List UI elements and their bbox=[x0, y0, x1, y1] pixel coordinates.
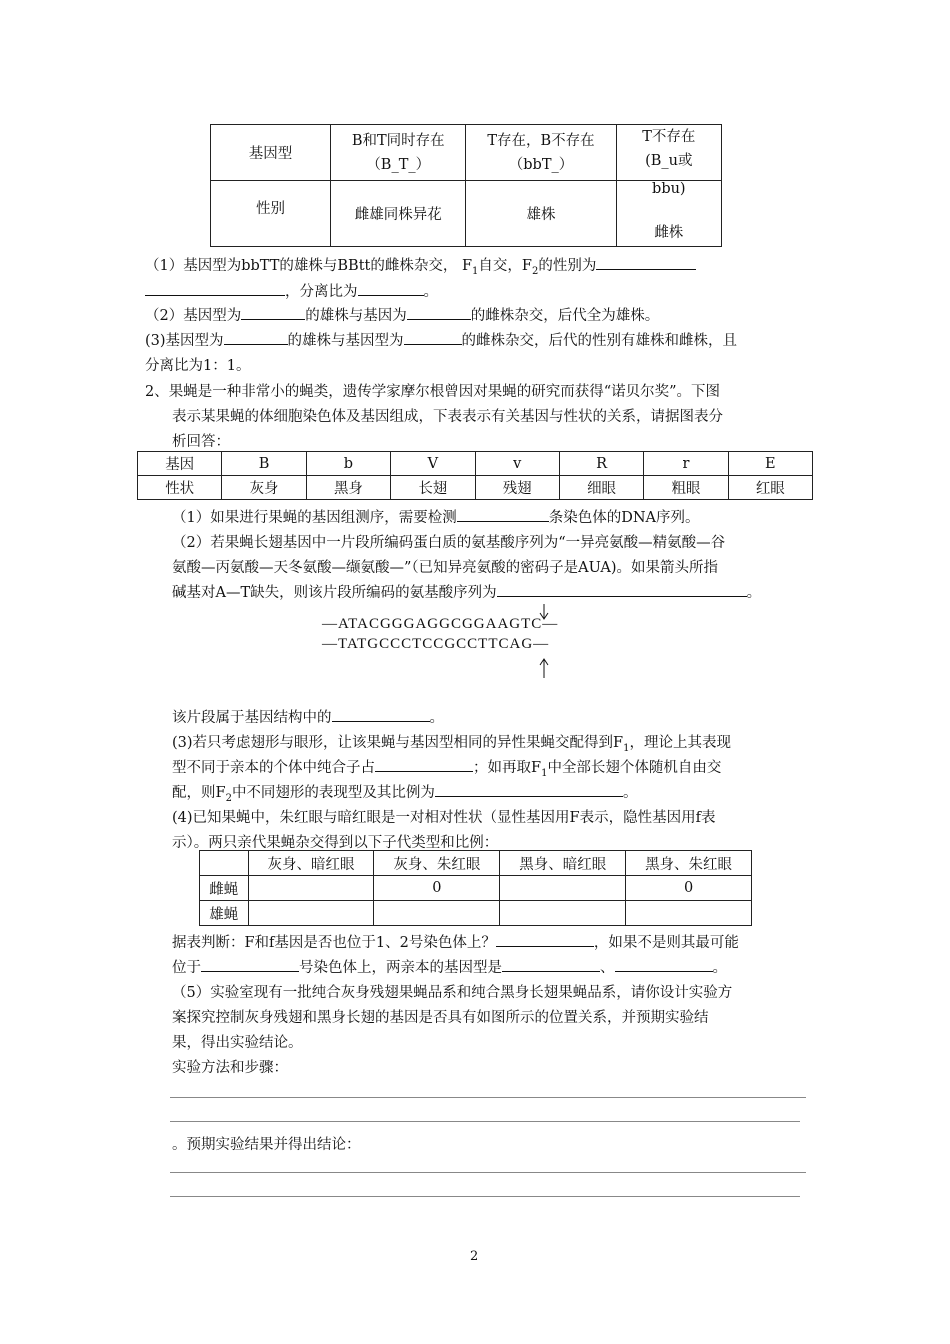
gene-cell-5: R bbox=[559, 452, 643, 476]
cell-nt-sub2: bbu) bbox=[652, 180, 686, 197]
s2-line2: 氨酸—丙氨酸—天冬氨酸—缬氨酸—”（已知异亮氨酸的密码子是AUA)。如果箭头所指 bbox=[172, 560, 719, 576]
cell-bt-label: B和T同时存在 bbox=[351, 132, 445, 149]
s4-line4 bbox=[172, 956, 727, 977]
gene-cell-3: V bbox=[391, 452, 475, 476]
s2-end: 。 bbox=[746, 585, 762, 601]
s3-line2: 型不同于亲本的个体中纯合子占 ；如再取$F_1$中全部长翅个体随机自由交 bbox=[172, 756, 721, 779]
q3-text-c: 的雌株杂交，后代的性别有雄株和雌株，且 bbox=[461, 333, 738, 349]
q2-blank-2[interactable] bbox=[407, 305, 471, 320]
cell-nt-header bbox=[616, 125, 721, 181]
dna-arrow-up-icon bbox=[538, 658, 550, 678]
s4-text-b: ，如果不是则其最可能 bbox=[593, 935, 739, 951]
gene-row bbox=[138, 452, 813, 476]
q2-line bbox=[145, 304, 659, 325]
male-label: 雄蝇 bbox=[200, 901, 249, 926]
gene-trait-table bbox=[137, 451, 813, 500]
q1-blank-1[interactable] bbox=[596, 255, 696, 270]
s3-end: 。 bbox=[622, 785, 638, 801]
trait-cell-6: 粗眼 bbox=[644, 476, 728, 500]
cell-genotype-header: 基因型 bbox=[211, 125, 331, 181]
cell-t-header bbox=[466, 125, 616, 181]
q1-blank-3[interactable] bbox=[358, 281, 424, 296]
answer-line-4[interactable] bbox=[170, 1196, 800, 1197]
s4-text-c: 位于 bbox=[172, 960, 201, 976]
gene-cell-0: 基因 bbox=[138, 452, 222, 476]
trait-cell-5: 细眼 bbox=[559, 476, 643, 500]
s2-line4 bbox=[172, 706, 444, 727]
s4-blank-3[interactable] bbox=[502, 957, 600, 972]
offspring-male-row bbox=[200, 901, 752, 926]
q1-text-c: 的性别为 bbox=[538, 258, 597, 274]
s4-line3 bbox=[172, 931, 739, 952]
offspring-female-row bbox=[200, 876, 752, 901]
dna-strand-bottom: —TATGCCCTCCGCCTTCAG— bbox=[322, 636, 550, 652]
offspring-header-1: 灰身、暗红眼 bbox=[248, 851, 374, 876]
p2-line2: 表示某果蝇的体细胞染色体及基因组成，下表表示有关基因与性状的关系，请据图表分 bbox=[172, 409, 723, 425]
s4-end: 。 bbox=[712, 960, 727, 976]
gene-cell-7: E bbox=[728, 452, 812, 476]
s3-text-e: 中全部长翅个体随机自由交 bbox=[547, 760, 722, 776]
q2-blank-1[interactable] bbox=[241, 305, 305, 320]
s4-text-d: 号染色体上，两亲本的基因型是 bbox=[299, 960, 502, 976]
answer-line-3[interactable] bbox=[170, 1172, 806, 1173]
gene-cell-4: v bbox=[475, 452, 559, 476]
female-cell-1 bbox=[248, 876, 374, 901]
male-cell-1 bbox=[248, 901, 374, 926]
q3-line1 bbox=[145, 329, 737, 350]
trait-cell-0: 性状 bbox=[138, 476, 222, 500]
q1-line2 bbox=[145, 280, 438, 301]
s3-blank-1[interactable] bbox=[375, 757, 473, 772]
female-cell-4: 0 bbox=[626, 876, 752, 901]
male-cell-3 bbox=[500, 901, 626, 926]
answer-line-1[interactable] bbox=[170, 1097, 806, 1098]
trait-cell-4: 残翅 bbox=[475, 476, 559, 500]
page-number: 2 bbox=[470, 1249, 479, 1264]
cell-bt-header bbox=[331, 125, 466, 181]
p2-line1: 2、果蝇是一种非常小的蝇类，遗传学家摩尔根曾因对果蝇的研究而获得“诺贝尔奖”。下图 bbox=[145, 384, 721, 400]
s4-line2: 示）。两只亲代果蝇杂交得到以下子代类型和比例： bbox=[172, 835, 499, 851]
offspring-header-row bbox=[200, 851, 752, 876]
q3-blank-2[interactable] bbox=[404, 330, 462, 345]
q3-text-b: 的雄株与基因型为 bbox=[287, 333, 404, 349]
s4-blank-4[interactable] bbox=[615, 957, 713, 972]
female-cell-3 bbox=[500, 876, 626, 901]
q2-text-b: 的雄株与基因为 bbox=[305, 308, 407, 324]
s3-text-a: (3)若只考虑翅形与眼形，让该果蝇与基因型相同的异性果蝇交配得到F bbox=[172, 735, 624, 751]
trait-row bbox=[138, 476, 813, 500]
q1-end: 。 bbox=[423, 284, 438, 300]
s4-blank-2[interactable] bbox=[201, 957, 299, 972]
s4-line1: (4)已知果蝇中，朱红眼与暗红眼是一对相对性状（显性基因用F表示，隐性基因用f表 bbox=[172, 810, 716, 826]
offspring-table bbox=[199, 850, 752, 926]
s4-text-e: 、 bbox=[600, 960, 615, 976]
s5-predict-label: 。预期实验结果并得出结论： bbox=[172, 1137, 361, 1153]
s3-line3: 配，则$F_2$中不同翅形的表现型及其比例为 。 bbox=[172, 781, 637, 804]
trait-cell-3: 长翅 bbox=[391, 476, 475, 500]
male-cell-2 bbox=[374, 901, 500, 926]
s3-line1: (3)若只考虑翅形与眼形，让该果蝇与基因型相同的异性果蝇交配得到$F_1$，理论上其表现 bbox=[172, 735, 731, 754]
offspring-header-0 bbox=[200, 851, 249, 876]
s2-end-2: 。 bbox=[429, 710, 444, 726]
gene-cell-2: b bbox=[306, 452, 390, 476]
s5-line3: 果，得出实验结论。 bbox=[172, 1035, 303, 1051]
s3-text-g: 中不同翅形的表现型及其比例为 bbox=[231, 785, 435, 801]
q2-text-c: 的雌株杂交，后代全为雄株。 bbox=[470, 308, 660, 324]
female-label: 雌蝇 bbox=[200, 876, 249, 901]
gene-cell-1: B bbox=[222, 452, 306, 476]
s3-text-b: ，理论上其表现 bbox=[629, 735, 731, 751]
p2-line3: 析回答： bbox=[172, 434, 230, 450]
s1-line bbox=[172, 506, 700, 527]
cell-sex-label: 性别 bbox=[211, 181, 331, 247]
q1-text-a: （1）基因型为bbTT的雄株与BBtt的雌株杂交， F bbox=[145, 258, 473, 274]
cell-t-label: T存在，B不存在 bbox=[487, 132, 595, 149]
s3-text-d: ；如再取F bbox=[473, 760, 542, 776]
s1-text-b: 条染色体的DNA序列。 bbox=[548, 510, 700, 526]
s4-blank-1[interactable] bbox=[496, 932, 594, 947]
s4-text-a: 据表判断：F和f基因是否也位于1、2号染色体上？ bbox=[172, 935, 496, 951]
s2-blank-2[interactable] bbox=[332, 707, 430, 722]
cell-nt-sex bbox=[616, 181, 721, 247]
cell-bt-sub: （B_T_） bbox=[366, 156, 431, 173]
s1-text-a: （1）如果进行果蝇的基因组测序，需要检测 bbox=[172, 510, 457, 526]
cell-nt-label: T不存在 bbox=[642, 129, 696, 145]
cell-nt-sub: (B_u或 bbox=[645, 153, 693, 169]
s5-line1: （5）实验室现有一批纯合灰身残翅果蝇品系和纯合黑身长翅果蝇品系，请你设计实验方 bbox=[172, 985, 733, 1001]
offspring-header-4: 黑身、朱红眼 bbox=[626, 851, 752, 876]
s2-text-d: 该片段属于基因结构中的 bbox=[172, 710, 332, 726]
q3-text-a: (3)基因型为 bbox=[145, 333, 224, 349]
cell-t-sex: 雄株 bbox=[466, 181, 616, 247]
sex-genotype-table bbox=[210, 124, 722, 247]
male-cell-4 bbox=[626, 901, 752, 926]
cell-bt-sex: 雌雄同株异花 bbox=[331, 181, 466, 247]
offspring-header-2: 灰身、朱红眼 bbox=[374, 851, 500, 876]
s3-blank-2[interactable] bbox=[435, 782, 623, 797]
s3-text-c: 型不同于亲本的个体中纯合子占 bbox=[172, 760, 375, 776]
q1-line1: （1）基因型为bbTT的雄株与BBtt的雌株杂交， $F_1$自交，$F_2$的性别为 bbox=[145, 254, 696, 277]
q3-line2: 分离比为1：1。 bbox=[145, 358, 251, 374]
s5-line2: 案探究控制灰身残翅和黑身长翅的基因是否具有如图所示的位置关系，并预期实验结 bbox=[172, 1010, 709, 1026]
female-cell-2: 0 bbox=[374, 876, 500, 901]
dna-strand-top: —ATACGGGAGGCGGAAGTC— bbox=[322, 616, 559, 632]
gene-cell-6: r bbox=[644, 452, 728, 476]
q1-text-b: 自交，F bbox=[478, 258, 532, 274]
s2-text-c: 碱基对A—T缺失，则该片段所编码的氨基酸序列为 bbox=[172, 585, 497, 601]
answer-line-2[interactable] bbox=[170, 1121, 800, 1122]
s1-blank[interactable] bbox=[457, 507, 549, 522]
s2-blank-1[interactable] bbox=[497, 582, 747, 597]
q1-text-d: ，分离比为 bbox=[285, 284, 358, 300]
s5-method-label: 实验方法和步骤： bbox=[172, 1060, 288, 1076]
q1-blank-2[interactable] bbox=[145, 281, 285, 296]
trait-cell-7: 红眼 bbox=[728, 476, 812, 500]
q2-text-a: （2）基因型为 bbox=[145, 308, 242, 324]
trait-cell-2: 黑身 bbox=[306, 476, 390, 500]
cell-nt-value: 雌株 bbox=[654, 224, 684, 241]
trait-cell-1: 灰身 bbox=[222, 476, 306, 500]
q3-blank-1[interactable] bbox=[224, 330, 288, 345]
s2-line3 bbox=[172, 581, 761, 602]
offspring-header-3: 黑身、暗红眼 bbox=[500, 851, 626, 876]
s2-line1: （2）若果蝇长翅基因中一片段所编码蛋白质的氨基酸序列为“一异亮氨酸—精氨酸—谷 bbox=[172, 535, 726, 551]
s3-text-f: 配，则F bbox=[172, 785, 226, 801]
cell-t-sub: （bbT_） bbox=[508, 156, 574, 173]
